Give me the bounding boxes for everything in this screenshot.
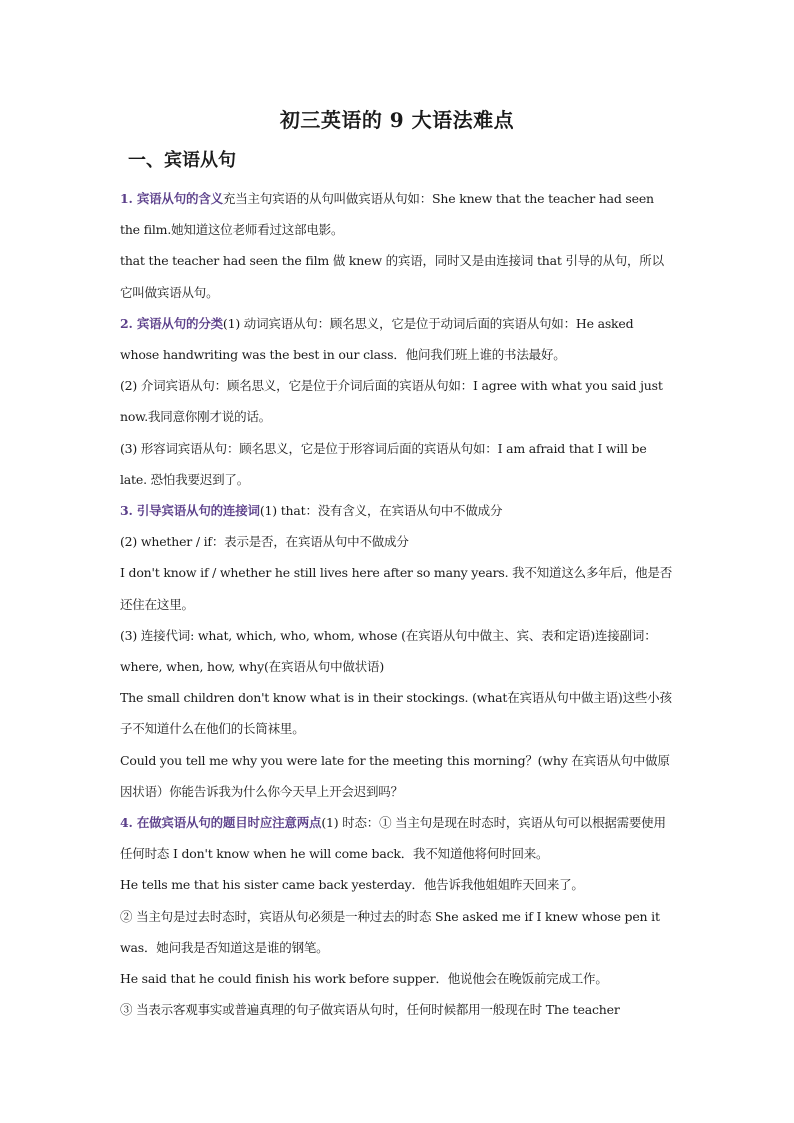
paragraph xyxy=(120,557,676,619)
paragraph-text: (1) 动词宾语从句：顾名思义，它是位于动词后面的宾语从句如：He asked whose handwriting was the best in our class．他问我们班上谁的书法最好。 xyxy=(120,315,634,363)
paragraph xyxy=(120,963,676,994)
paragraph xyxy=(120,745,676,807)
paragraph-text: (1) that：没有含义，在宾语从句中不做成分 xyxy=(259,503,503,519)
paragraph-text: (2) whether / if：表示是否，在宾语从句中不做成分 xyxy=(120,534,409,550)
paragraph-text: (3) 连接代词: what, which, who, whom, whose (在宾语从句中做主、宾、表和定语)连接副词：where, when, how, why(在宾语从句中做状语) xyxy=(120,627,657,675)
paragraph xyxy=(120,433,676,495)
paragraph xyxy=(120,682,676,744)
paragraph xyxy=(120,994,676,1025)
paragraph-text: (2) 介词宾语从句：顾名思义，它是位于介词后面的宾语从句如：I agree with what you said just now.我同意你刚才说的话。 xyxy=(120,378,663,425)
item-number: 2. xyxy=(120,315,137,331)
paragraph-text: The small children don't know what is in their stockings. (what在宾语从句中做主语)这些小孩子不知道什么在他们的长筒袜里。 xyxy=(120,690,672,737)
paragraph-text: He tells me that his sister came back yesterday．他告诉我他姐姐昨天回来了。 xyxy=(120,877,584,893)
paragraph-text: Could you tell me why you were late for the meeting this morning？(why 在宾语从句中做原因状语）你能告诉我为什么你今天早上开会迟到吗？ xyxy=(120,752,670,799)
paragraph-text: ② 当主句是过去时态时，宾语从句必须是一种过去的时态 She asked me if I knew whose pen it was．她问我是否知道这是谁的钢笔。 xyxy=(120,908,660,955)
paragraph-text: (1) 时态：① 当主句是现在时态时，宾语从句可以根据需要使用任何时态 I don't know when he will come back．我不知道他将何时回来。 xyxy=(120,815,666,862)
paragraph xyxy=(120,370,676,432)
paragraph xyxy=(120,620,676,682)
paragraph-text: He said that he could finish his work before supper．他说他会在晚饭前完成工作。 xyxy=(120,971,608,987)
paragraph-text: 充当主句宾语的从句叫做宾语从句如：She knew that the teacher had seen the film.她知道这位老师看过这部电影。 xyxy=(120,191,654,238)
paragraph-text: (3) 形容词宾语从句：顾名思义，它是位于形容词后面的宾语从句如：I am afraid that I will be late. 恐怕我要迟到了。 xyxy=(120,440,647,487)
paragraph-text: I don't know if / whether he still lives here after so many years. 我不知道这么多年后，他是否还住在这里。 xyxy=(120,565,673,612)
paragraph-text: that the teacher had seen the film 做 knew 的宾语，同时又是由连接词 that 引导的从句，所以它叫做宾语从句。 xyxy=(120,253,664,300)
item-number: 4. xyxy=(120,815,137,831)
item-heading: 在做宾语从句的题目时应注意两点 xyxy=(136,815,322,831)
paragraph xyxy=(120,183,676,245)
page-title: 初三英语的 9 大语法难点 xyxy=(279,108,515,132)
body-text xyxy=(120,183,676,1025)
paragraph xyxy=(120,526,676,557)
paragraph xyxy=(120,495,676,526)
paragraph xyxy=(120,308,676,370)
section-heading-object-clause: 一、宾语从句 xyxy=(128,150,236,171)
paragraph xyxy=(120,807,676,869)
item-heading: 引导宾语从句的连接词 xyxy=(136,503,260,519)
paragraph-text: ③ 当表示客观事实或普遍真理的句子做宾语从句时，任何时候都用一般现在时 The teacher xyxy=(120,1002,620,1018)
item-heading: 宾语从句的分类 xyxy=(136,315,223,331)
item-heading: 宾语从句的含义 xyxy=(136,191,223,206)
item-number: 1. xyxy=(120,191,137,206)
paragraph xyxy=(120,901,676,963)
paragraph xyxy=(120,869,676,900)
item-number: 3. xyxy=(120,503,137,519)
paragraph xyxy=(120,245,676,307)
